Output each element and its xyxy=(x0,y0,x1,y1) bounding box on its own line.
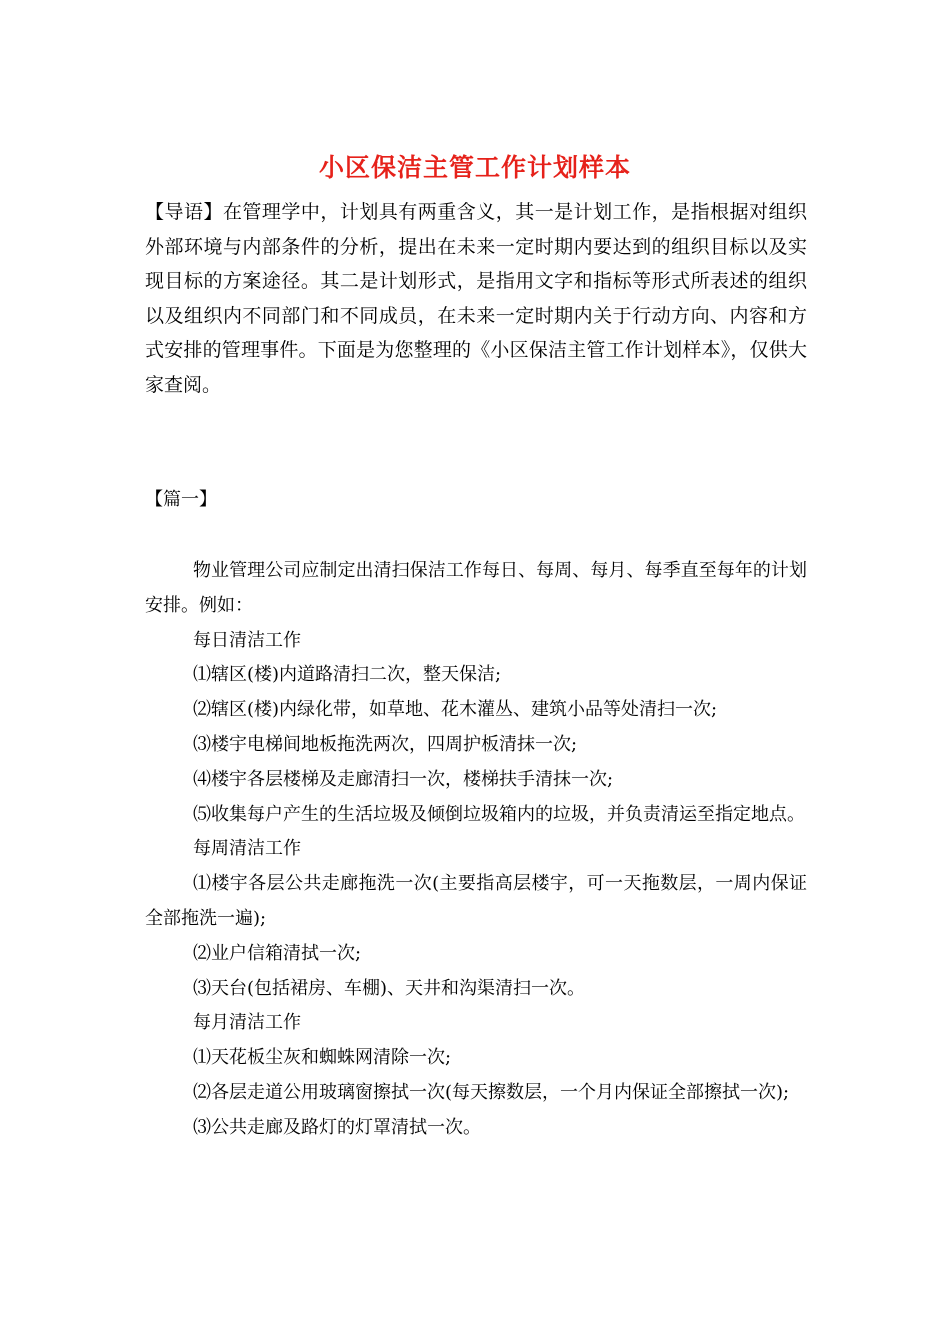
body-paragraph: 每月清洁工作 xyxy=(193,1012,301,1034)
body-paragraph: ⑵辖区(楼)内绿化带，如草地、花木灌丛、建筑小品等处清扫一次; xyxy=(193,699,718,721)
body-paragraph: ⑴辖区(楼)内道路清扫二次，整天保洁; xyxy=(193,664,502,686)
body-paragraph: 物业管理公司应制定出清扫保洁工作每日、每周、每月、每季直至每年的计划安排。例如： xyxy=(145,560,807,616)
body-paragraph: ⑸收集每户产生的生活垃圾及倾倒垃圾箱内的垃圾，并负责清运至指定地点。 xyxy=(193,803,805,825)
document-body xyxy=(145,554,807,1146)
body-paragraph: ⑵各层走道公用玻璃窗擦拭一次(每天擦数层，一个月内保证全部擦拭一次); xyxy=(193,1081,790,1103)
body-paragraph: ⑶楼宇电梯间地板拖洗两次，四周护板清抹一次; xyxy=(193,733,578,755)
document-title: 小区保洁主管工作计划样本 xyxy=(318,153,631,182)
body-paragraph: ⑶公共走廊及路灯的灯罩清拭一次。 xyxy=(193,1116,481,1138)
section-label: 【篇一】 xyxy=(145,489,217,510)
body-paragraph: ⑷楼宇各层楼梯及走廊清扫一次，楼梯扶手清抹一次; xyxy=(193,768,614,790)
intro-paragraph: 【导语】在管理学中，计划具有两重含义，其一是计划工作，是指根据对组织外部环境与内部条件的分析，提出在未来一定时期内要达到的组织目标以及实现目标的方案途径。其二是计划形式，是指用文字和指标等形式所表述的组织以及组织内不同部门和不同成员，在未来一定时期内关于行动方向、内容和方式安排的管理事件。下面是为您整理的《小区保洁主管工作计划样本》，仅供大家查阅。 xyxy=(145,201,807,396)
body-paragraph: ⑴楼宇各层公共走廊拖洗一次(主要指高层楼宇，可一天拖数层，一周内保证全部拖洗一遍); xyxy=(145,873,807,929)
body-paragraph: ⑶天台(包括裙房、车棚)、天井和沟渠清扫一次。 xyxy=(193,977,586,999)
body-paragraph: ⑴天花板尘灰和蜘蛛网清除一次; xyxy=(193,1047,452,1069)
body-paragraph: ⑵业户信箱清拭一次; xyxy=(193,942,362,964)
body-paragraph: 每日清洁工作 xyxy=(193,629,301,651)
body-paragraph: 每周清洁工作 xyxy=(193,838,301,860)
